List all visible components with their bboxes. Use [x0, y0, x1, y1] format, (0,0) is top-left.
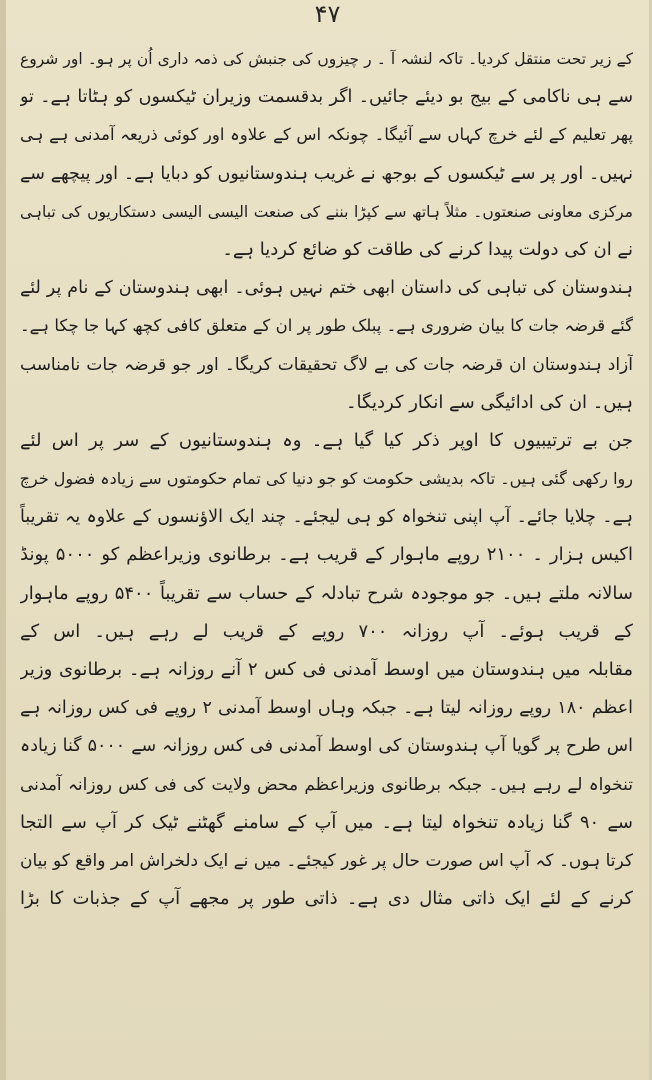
text-line: کرتا ہوں۔ کہ آپ اس صورت حال پر غور کیجئے۔ میں نے ایک دلخراش امر واقع کو بیان: [20, 850, 633, 871]
text-line: جن بے ترتیبیوں کا اوپر ذکر کیا گیا ہے۔ وہ ہندوستانیوں کے سر پر اس لئے: [20, 429, 633, 451]
text-line: سے ۹۰ گنا زیادہ تنخواہ لیتا ہے۔ میں آپ کے سامنے گھٹنے ٹیک کر آپ سے التجا: [20, 811, 633, 833]
text-line: سالانہ ملتے ہیں۔ جو موجودہ شرح تبادلہ کے حساب سے تقریباً ۵۴۰۰ روپے ماہوار: [20, 582, 633, 604]
text-line: نہیں۔ اور پر سے ٹیکسوں کے بوجھ نے غریب ہندوستانیوں کو دبایا ہے۔ اور پیچھے سے: [20, 163, 633, 184]
text-line: آزاد ہندوستان ان قرضہ جات کی بے لاگ تحقیقات کریگا۔ اور جو قرضہ جات نامناسب: [20, 354, 633, 375]
text-line: ہیں۔ ان کی ادائیگی سے انکار کردیگا۔: [345, 391, 633, 413]
page-number: ۴۷: [314, 0, 341, 28]
text-line: اس طرح پر گویا آپ ہندوستان کی اوسط آمدنی فی کس روزانہ سے ۵۰۰۰ گنا زیادہ: [20, 736, 633, 757]
text-line: مقابلہ میں ہندوستان میں اوسط آمدنی فی کس ۲ آنے روزانہ ہے۔ برطانوی وزیر: [20, 659, 633, 680]
text-line: سے ہی ناکامی کے بیج بو دیئے جائیں۔ اگر بدقسمت وزیران ٹیکسوں کو ہٹاتا ہے۔ تو: [20, 87, 633, 108]
text-line: نے ان کی دولت پیدا کرنے کی طاقت کو ضائع کردیا ہے۔: [222, 238, 633, 260]
text-line: کے زیر تحت منتقل کردیا۔ تاکہ لنشہ آ ۔ ر چیزوں کی جنبش کی ذمہ داری اُن پر ہو۔ اور شروع: [20, 50, 633, 68]
text-line: پھر تعلیم کے لئے خرچ کہاں سے آئیگا۔ چونکہ اس کے علاوہ اور کوئی ذریعہ آمدنی ہے ہی: [20, 125, 633, 145]
text-line: کے قریب ہوئے۔ آپ روزانہ ۷۰۰ روپے کے قریب لے رہے ہیں۔ اس کے: [20, 620, 633, 642]
text-line: ہے۔ چلایا جائے۔ آپ اپنی تنخواہ کو ہی لیجئے۔ چند ایک الاؤنسوں کے علاوہ یہ تقریباً: [20, 507, 633, 528]
text-line: ہندوستان کی تباہی کی داستان ابھی ختم نہیں ہوئی۔ ابھی ہندوستان کے نام پر لئے: [20, 278, 633, 299]
text-line: کرنے کے لئے ایک ذاتی مثال دی ہے۔ ذاتی طور پر مجھے آپ کے جذبات کا بڑا: [20, 888, 633, 910]
text-line: تنخواہ لے رہے ہیں۔ جبکہ برطانوی وزیراعظم محض ولایت کی فی کس روزانہ آمدنی: [20, 774, 633, 795]
text-line: گئے قرضہ جات کا بیان ضروری ہے۔ پبلک طور پر ان کے متعلق کافی کچھ کہا جا چکا ہے۔: [20, 316, 633, 336]
body-text: [20, 40, 633, 918]
text-line: اکیس ہزار ۔ ۲۱۰۰ روپے ماہوار کے قریب ہے۔ برطانوی وزیراعظم کو ۵۰۰۰ پونڈ: [20, 544, 633, 566]
text-line: روا رکھی گئی ہیں۔ تاکہ بدیشی حکومت کو جو دنیا کی تمام حکومتوں سے زیادہ فضول خرچ: [20, 469, 633, 489]
text-line: اعظم ۱۸۰ روپے روزانہ لیتا ہے۔ جبکہ وہاں اوسط آمدنی ۲ روپے فی کس روزانہ ہے: [20, 698, 633, 719]
text-line: مرکزی معاونی صنعتوں۔ مثلاً ہاتھ سے کپڑا بننے کی صنعت الیسی الیسی دستکاریوں کی تباہی: [20, 202, 633, 221]
